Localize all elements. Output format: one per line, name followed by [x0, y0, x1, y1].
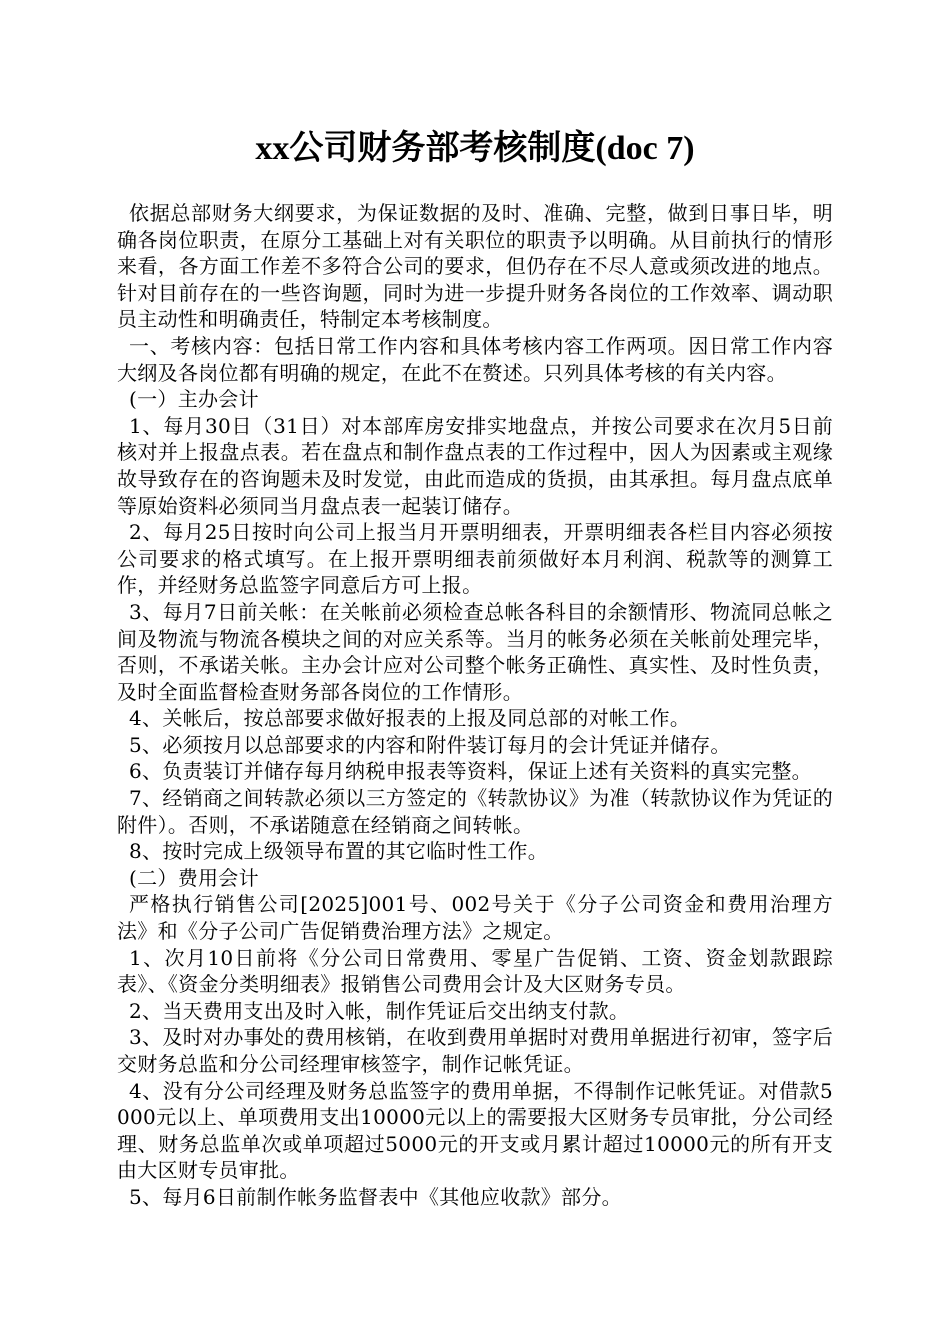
- list-item: 1、每月30日（31日）对本部库房安排实地盘点，并按公司要求在次月5日前核对并上报盘点表。若在盘点和制作盘点表的工作过程中，因人为因素或主观缘故导致存在的咨询题未及时发觉，由此而造成的货损，由其承担。每月盘点底单等原始资料必须同当月盘点表一起装订储存。: [117, 413, 833, 518]
- subsection-heading-chief-accountant: (一）主办会计: [129, 387, 259, 412]
- list-item: 3、及时对办事处的费用核销，在收到费用单据时对费用单据进行初审，签字后交财务总监和分公司经理审核签字，制作记帐凭证。: [117, 1025, 833, 1076]
- document-title: xx公司财务部考核制度(doc 7): [255, 130, 695, 167]
- list-item: 8、按时完成上级领导布置的其它临时性工作。: [129, 839, 549, 864]
- regulation-paragraph: 严格执行销售公司[2025]001号、002号关于《分子公司资金和费用治理方法》和《分子公司广告促销费治理方法》之规定。: [117, 892, 833, 944]
- intro-paragraph: 依据总部财务大纲要求，为保证数据的及时、准确、完整，做到日事日毕，明确各岗位职责，在原分工基础上对有关职位的职责予以明确。从目前执行的情形来看，各方面工作差不多符合公司的要求，但仍存在不尽人意或须改进的地点。针对目前存在的一些咨询题，同时为进一步提升财务各岗位的工作效率、调动职员主动性和明确责任，特制定本考核制度。: [117, 201, 833, 332]
- section-one-heading-paragraph: 一、考核内容：包括日常工作内容和具体考核内容工作两项。因日常工作内容大纲及各岗位都有明确的规定，在此不在赘述。只列具体考核的有关内容。: [117, 333, 833, 385]
- list-item: 4、关帐后，按总部要求做好报表的上报及同总部的对帐工作。: [129, 706, 691, 731]
- list-item: 1、次月10日前将《分公司日常费用、零星广告促销、工资、资金划款跟踪表》、《资金分类明细表》报销售公司费用会计及大区财务专员。: [117, 945, 833, 997]
- subsection-heading-expense-accountant: (二）费用会计: [129, 865, 259, 890]
- list-item: 5、每月6日前制作帐务监督表中《其他应收款》部分。: [129, 1184, 622, 1209]
- list-item: 2、每月25日按时向公司上报当月开票明细表，开票明细表各栏目内容必须按公司要求的格式填写。在上报开票明细表前须做好本月利润、税款等的测算工作，并经财务总监签字同意后方可上报。: [117, 520, 833, 598]
- list-item: 3、每月7日前关帐：在关帐前必须检查总帐各科目的余额情形、物流同总帐之间及物流与物流各模块之间的对应关系等。当月的帐务必须在关帐前处理完毕，否则，不承诺关帐。主办会计应对公司整个帐务正确性、真实性、及时性负责，及时全面监督检查财务部各岗位的工作情形。: [117, 599, 833, 704]
- list-item: 2、当天费用支出及时入帐，制作凭证后交出纳支付款。: [129, 998, 630, 1023]
- document-body: [117, 200, 833, 1211]
- list-item: 5、必须按月以总部要求的内容和附件装订每月的会计凭证并储存。: [129, 732, 731, 757]
- list-item: 7、经销商之间转款必须以三方签定的《转款协议》为准（转款协议作为凭证的附件）。否则，不承诺随意在经销商之间转帐。: [117, 786, 833, 837]
- list-item: 4、没有分公司经理及财务总监签字的费用单据，不得制作记帐凭证。对借款5000元以上、单项费用支出10000元以上的需要报大区财务专员审批，分公司经理、财务总监单次或单项超过5000元的开支或月累计超过10000元的所有开支由大区财专员审批。: [117, 1078, 833, 1183]
- list-item: 6、负责装订并储存每月纳税申报表等资料，保证上述有关资料的真实完整。: [129, 759, 812, 784]
